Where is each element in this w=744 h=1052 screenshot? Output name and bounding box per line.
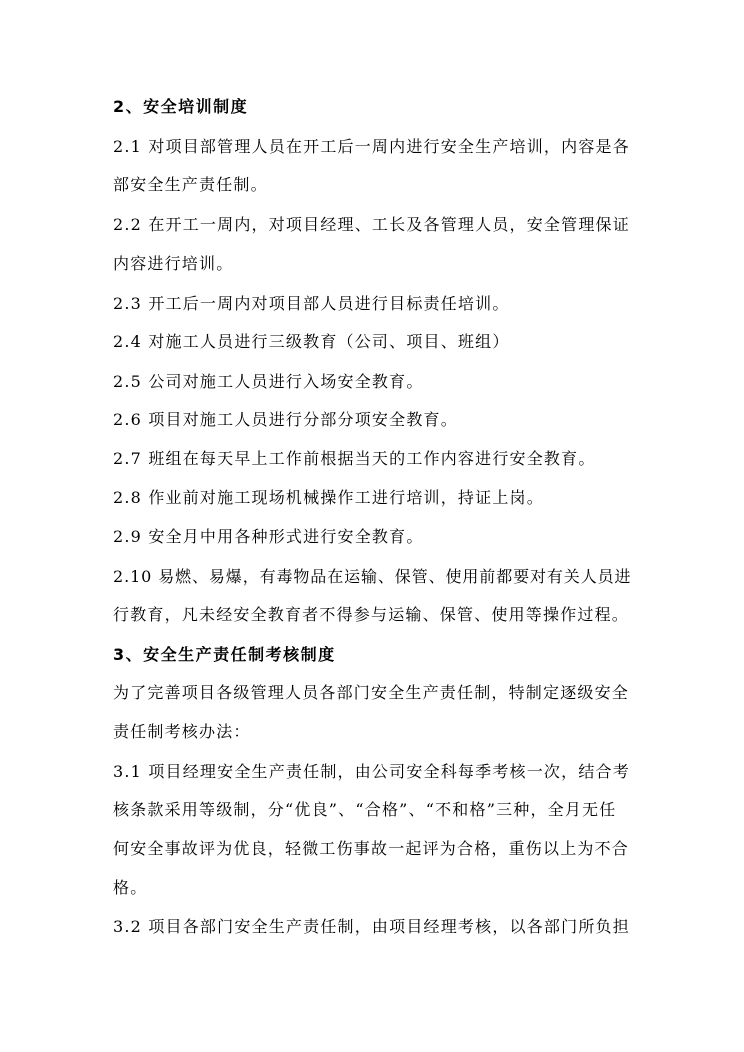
section-heading-safety-training: 2、安全培训制度 — [113, 97, 249, 116]
paragraph-line: 2.3 开工后一周内对项目部人员进行目标责任培训。 — [113, 294, 510, 313]
paragraph-line: 格。 — [113, 878, 148, 897]
paragraph-line: 部安全生产责任制。 — [113, 175, 268, 194]
paragraph-line: 2.2 在开工一周内，对项目经理、工长及各管理人员，安全管理保证 — [113, 215, 630, 234]
paragraph-line: 为了完善项目各级管理人员各部门安全生产责任制，特制定逐级安全 — [113, 683, 630, 702]
paragraph-line: 核条款采用等级制，分“优良”、“合格”、“不和格”三种，全月无任 — [113, 800, 617, 819]
paragraph-line: 2.1 对项目部管理人员在开工后一周内进行安全生产培训，内容是各 — [113, 137, 630, 156]
paragraph-line: 3.1 项目经理安全生产责任制，由公司安全科每季考核一次，结合考 — [113, 762, 630, 781]
paragraph-line: 2.7 班组在每天早上工作前根据当天的工作内容进行安全教育。 — [113, 449, 596, 468]
paragraph-line: 2.5 公司对施工人员进行入场安全教育。 — [113, 372, 424, 391]
paragraph-line: 行教育，凡未经安全教育者不得参与运输、保管、使用等操作过程。 — [113, 605, 630, 624]
paragraph-line: 2.8 作业前对施工现场机械操作工进行培训，持证上岗。 — [113, 488, 544, 507]
paragraph-line: 2.6 项目对施工人员进行分部分项安全教育。 — [113, 410, 458, 429]
paragraph-line: 责任制考核办法： — [113, 722, 251, 741]
paragraph-line: 内容进行培训。 — [113, 254, 234, 273]
section-heading-responsibility-assessment: 3、安全生产责任制考核制度 — [113, 645, 336, 664]
paragraph-line: 何安全事故评为优良，轻微工伤事故一起评为合格，重伤以上为不合 — [113, 839, 630, 858]
paragraph-line: 2.10 易燃、易爆，有毒物品在运输、保管、使用前都要对有关人员进 — [113, 567, 632, 586]
paragraph-line: 2.4 对施工人员进行三级教育（公司、项目、班组） — [113, 332, 510, 351]
paragraph-line: 3.2 项目各部门安全生产责任制，由项目经理考核，以各部门所负担 — [113, 917, 630, 936]
paragraph-line: 2.9 安全月中用各种形式进行安全教育。 — [113, 527, 424, 546]
